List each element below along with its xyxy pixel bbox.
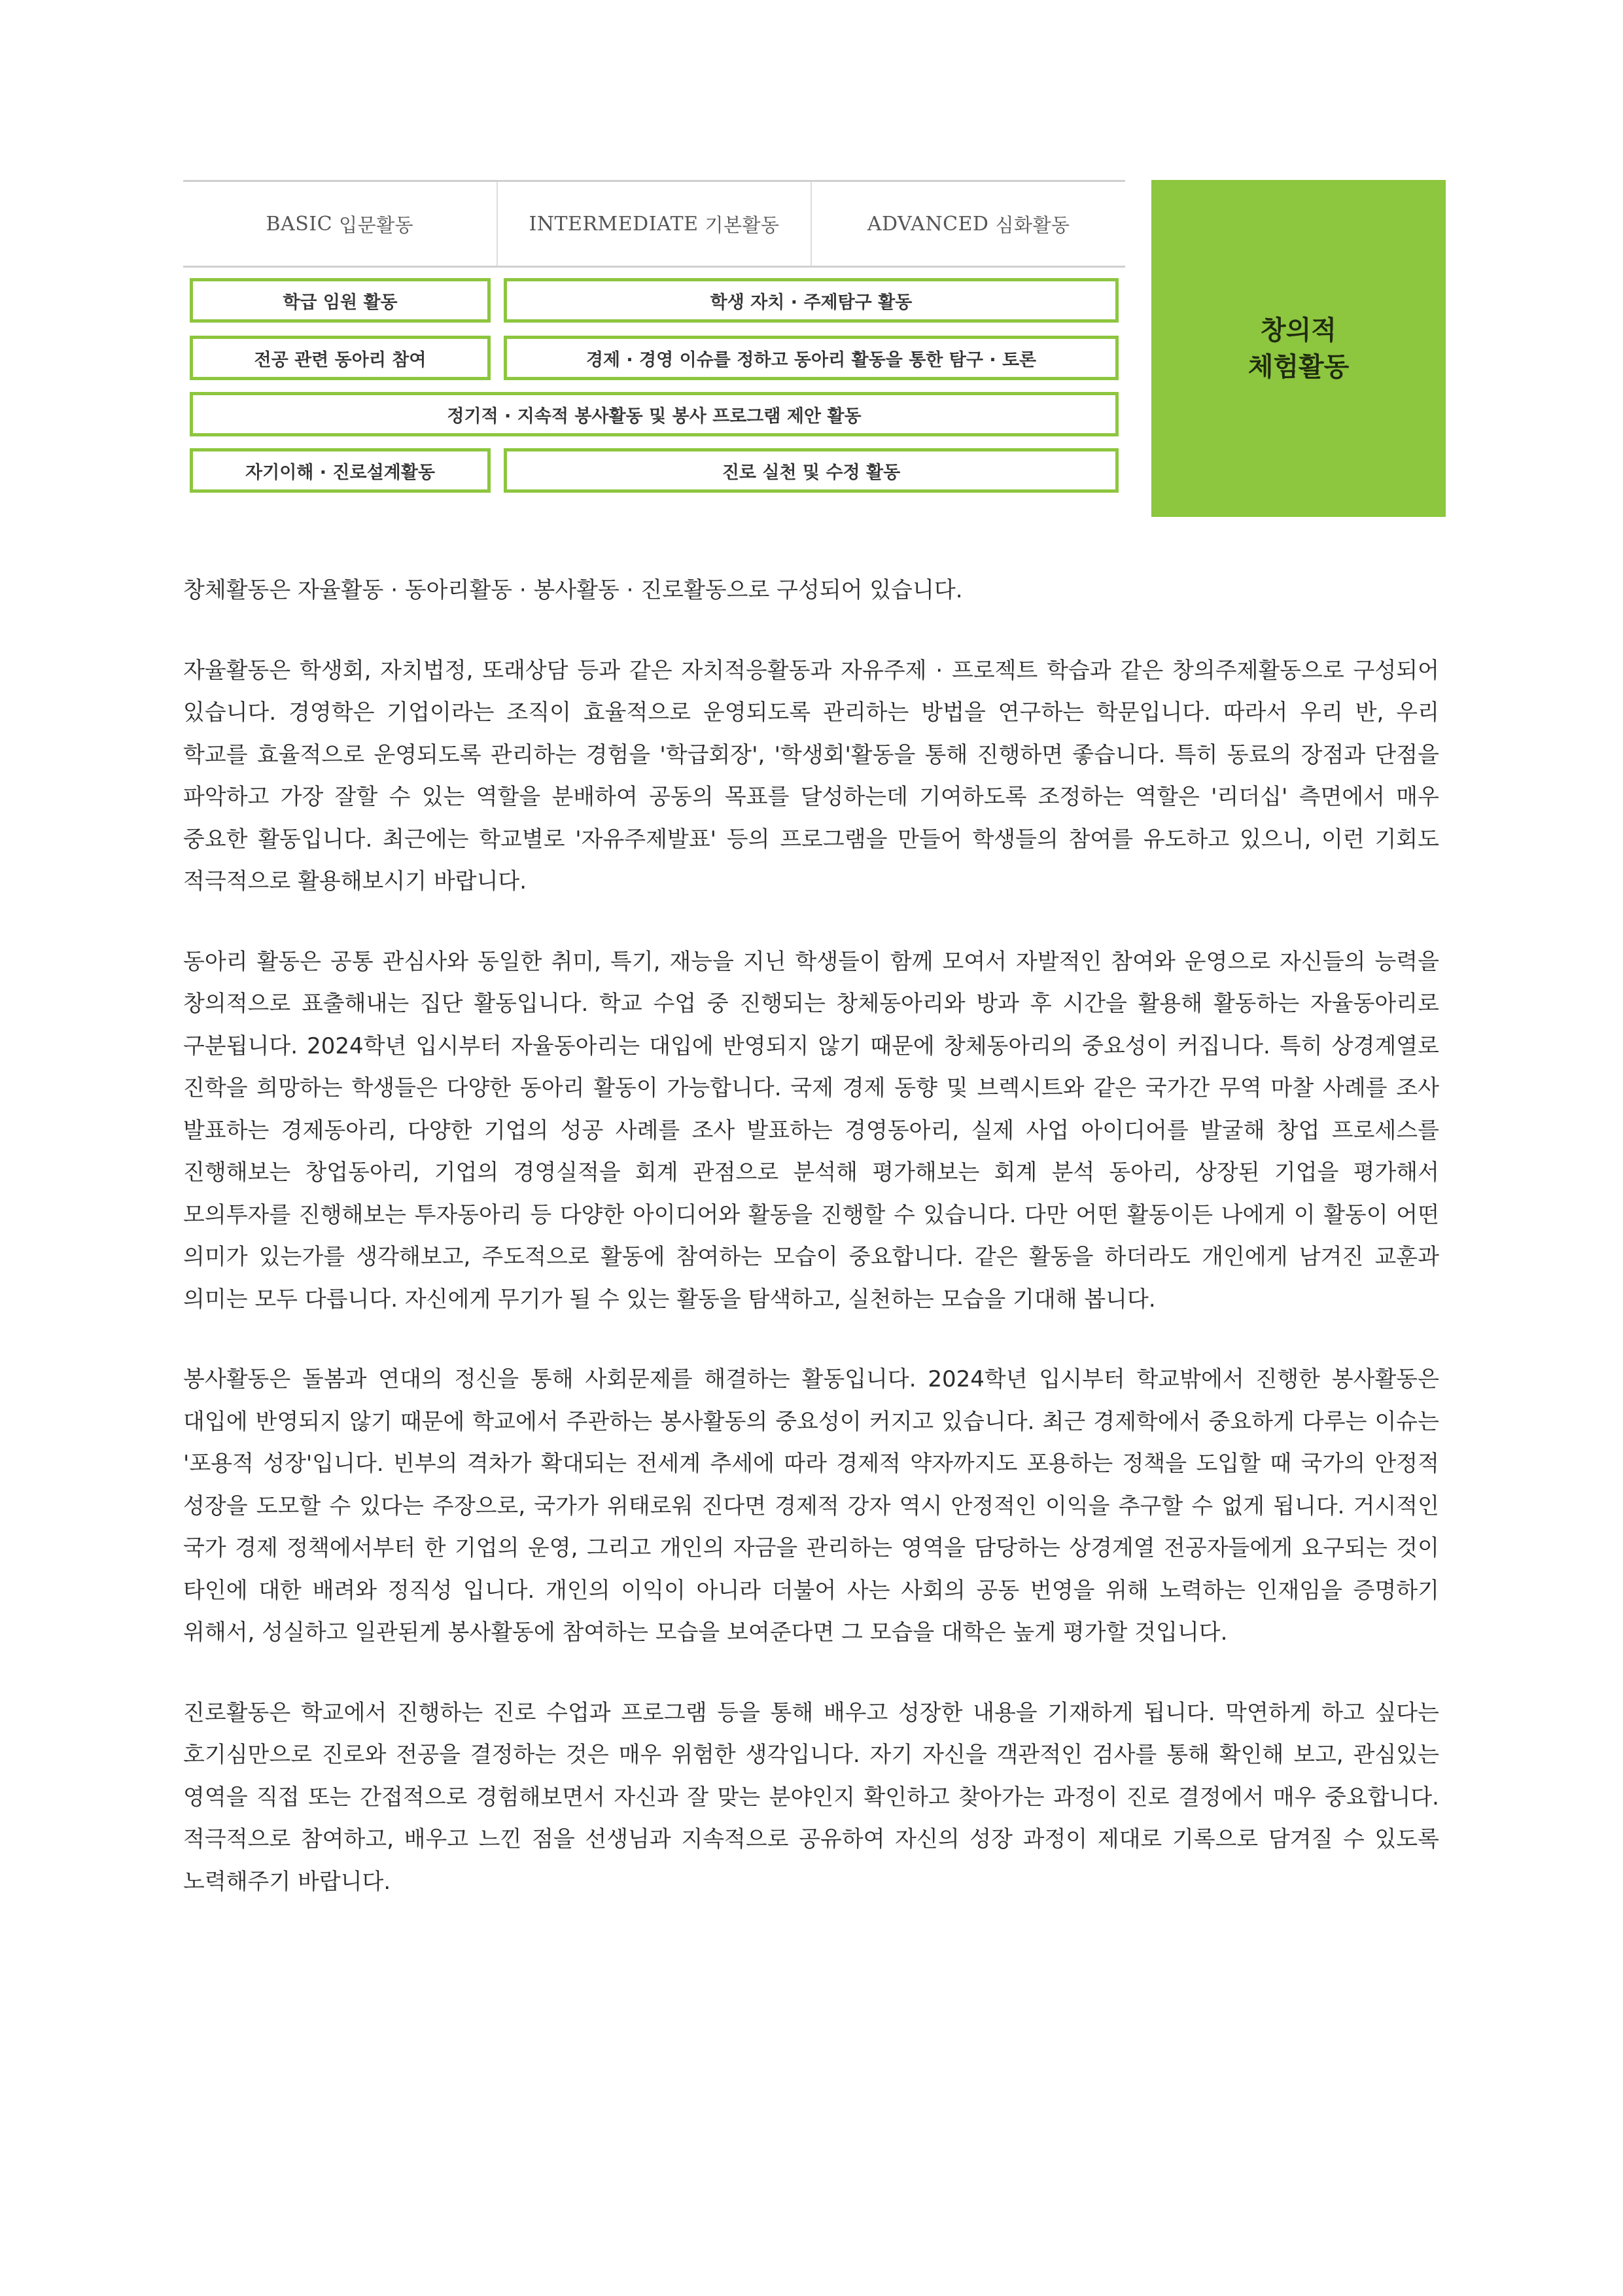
activity-student-autonomy: 학생 자치 · 주제탐구 활동	[504, 278, 1119, 323]
activity-major-club: 전공 관련 동아리 참여	[190, 336, 491, 380]
level-basic	[183, 182, 497, 266]
body-text	[183, 569, 1439, 1941]
paragraph-career: 진로활동은 학교에서 진행하는 진로 수업과 프로그램 등을 통해 배우고 성장한 내용을 기재하게 됩니다. 막연하게 하고 싶다는 호기심만으로 진로와 전공을 결정하는 것은 매우 위험한 생각입니다. 자기 자신을 객관적인 검사를 통해 확인해 보고, 관심있는 영역을 직접 또는 간접적으로 경험해보면서 자신과 잘 맞는 분야인지 확인하고 찾아가는 과정이 진로 결정에서 매우 중요합니다. 적극적으로 참여하고, 배우고 느낀 점을 선생님과 지속적으로 공유하여 자신의 성장 과정이 제대로 기록으로 담겨질 수 있도록 노력해주기 바랍니다.	[183, 1699, 1439, 1895]
paragraph-autonomous: 자율활동은 학생회, 자치법정, 또래상담 등과 같은 자치적응활동과 자유주제 · 프로젝트 학습과 같은 창의주제활동으로 구성되어 있습니다. 경영학은 기업이라는 조직이 효율적으로 운영되도록 관리하는 방법을 연구하는 학문입니다. 따라서 우리 반, 우리 학교를 효율적으로 운영되도록 관리하는 경험을 '학급회장', '학생회'활동을 통해 진행하면 좋습니다. 특히 동료의 장점과 단점을 파악하고 가장 잘할 수 있는 역할을 분배하여 공동의 목표를 달성하는데 기여하도록 조정하는 역할은 '리더십' 측면에서 매우 중요한 활동입니다. 최근에는 학교별로 '자유주제발표' 등의 프로그램을 만들어 학생들의 참여를 유도하고 있으니, 이런 기회도 적극적으로 활용해보시기 바랍니다.	[183, 657, 1439, 894]
activity-career-practice: 진로 실천 및 수정 활동	[504, 448, 1119, 493]
side-label-line1: 창의적	[1261, 315, 1336, 345]
level-basic-ko: 입문활동	[339, 213, 414, 236]
paragraph-volunteer: 봉사활동은 돌봄과 연대의 정신을 통해 사회문제를 해결하는 활동입니다. 2024학년 입시부터 학교밖에서 진행한 봉사활동은 대입에 반영되지 않기 때문에 학교에서 주관하는 봉사활동의 중요성이 커지고 있습니다. 최근 경제학에서 중요하게 다루는 이슈는 '포용적 성장'입니다. 빈부의 격차가 확대되는 전세계 추세에 따라 경제적 약자까지도 포용하는 정책을 도입할 때 국가의 안정적 성장을 도모할 수 있다는 주장으로, 국가가 위태로워 진다면 경제적 강자 역시 안정적인 이익을 추구할 수 없게 됩니다. 거시적인 국가 경제 정책에서부터 한 기업의 운영, 그리고 개인의 자금을 관리하는 영역을 담당하는 상경계열 전공자들에게 요구되는 것이 타인에 대한 배려와 정직성 입니다. 개인의 이익이 아니라 더불어 사는 사회의 공동 번영을 위해 노력하는 인재임을 증명하기 위해서, 성실하고 일관된게 봉사활동에 참여하는 모습을 보여준다면 그 모습을 대학은 높게 평가할 것입니다.	[183, 1366, 1439, 1646]
paragraph-club: 동아리 활동은 공통 관심사와 동일한 취미, 특기, 재능을 지닌 학생들이 함께 모여서 자발적인 참여와 운영으로 자신들의 능력을 창의적으로 표출해내는 집단 활동입니다. 학교 수업 중 진행되는 창체동아리와 방과 후 시간을 활용해 활동하는 자율동아리로 구분됩니다. 2024학년 입시부터 자율동아리는 대입에 반영되지 않기 때문에 창체동아리의 중요성이 커집니다. 특히 상경계열로 진학을 희망하는 학생들은 다양한 동아리 활동이 가능합니다. 국제 경제 동향 및 브렉시트와 같은 국가간 무역 마찰 사례를 조사 발표하는 경제동아리, 다양한 기업의 성공 사례를 조사 발표하는 경영동아리, 실제 사업 아이디어를 발굴해 창업 프로세스를 진행해보는 창업동아리, 기업의 경영실적을 회계 관점으로 분석해 평가해보는 회계 분석 동아리, 상장된 기업을 평가해서 모의투자를 진행해보는 투자동아리 등 다양한 아이디어와 활동을 진행할 수 있습니다. 다만 어떤 활동이든 나에게 이 활동이 어떤 의미가 있는가를 생각해보고, 주도적으로 활동에 참여하는 모습이 중요합니다. 같은 활동을 하더라도 개인에게 남겨진 교훈과 의미는 모두 다릅니다. 자신에게 무기가 될 수 있는 활동을 탐색하고, 실천하는 모습을 기대해 봅니다.	[183, 948, 1439, 1313]
activity-class-officer: 학급 임원 활동	[190, 278, 491, 323]
activity-self-career: 자기이해 · 진로설계활동	[190, 448, 491, 493]
activity-diagram	[183, 180, 1446, 517]
creative-activity-label	[1151, 180, 1446, 517]
level-header	[183, 180, 1125, 268]
activity-economy-club: 경제 · 경영 이슈를 정하고 동아리 활동을 통한 탐구 · 토론	[504, 336, 1119, 380]
level-advanced-ko: 심화활동	[995, 213, 1070, 236]
level-intermediate-ko: 기본활동	[705, 213, 780, 236]
level-intermediate-en: INTERMEDIATE	[529, 212, 699, 236]
side-label-line2: 체험활동	[1248, 351, 1350, 382]
paragraph-intro: 창체활동은 자율활동 · 동아리활동 · 봉사활동 · 진로활동으로 구성되어 있습니다.	[183, 577, 963, 603]
level-basic-en: BASIC	[266, 212, 333, 236]
activity-volunteer: 정기적 · 지속적 봉사활동 및 봉사 프로그램 제안 활동	[190, 392, 1119, 436]
level-advanced	[811, 182, 1125, 266]
level-intermediate	[497, 182, 811, 266]
level-advanced-en: ADVANCED	[867, 212, 989, 236]
